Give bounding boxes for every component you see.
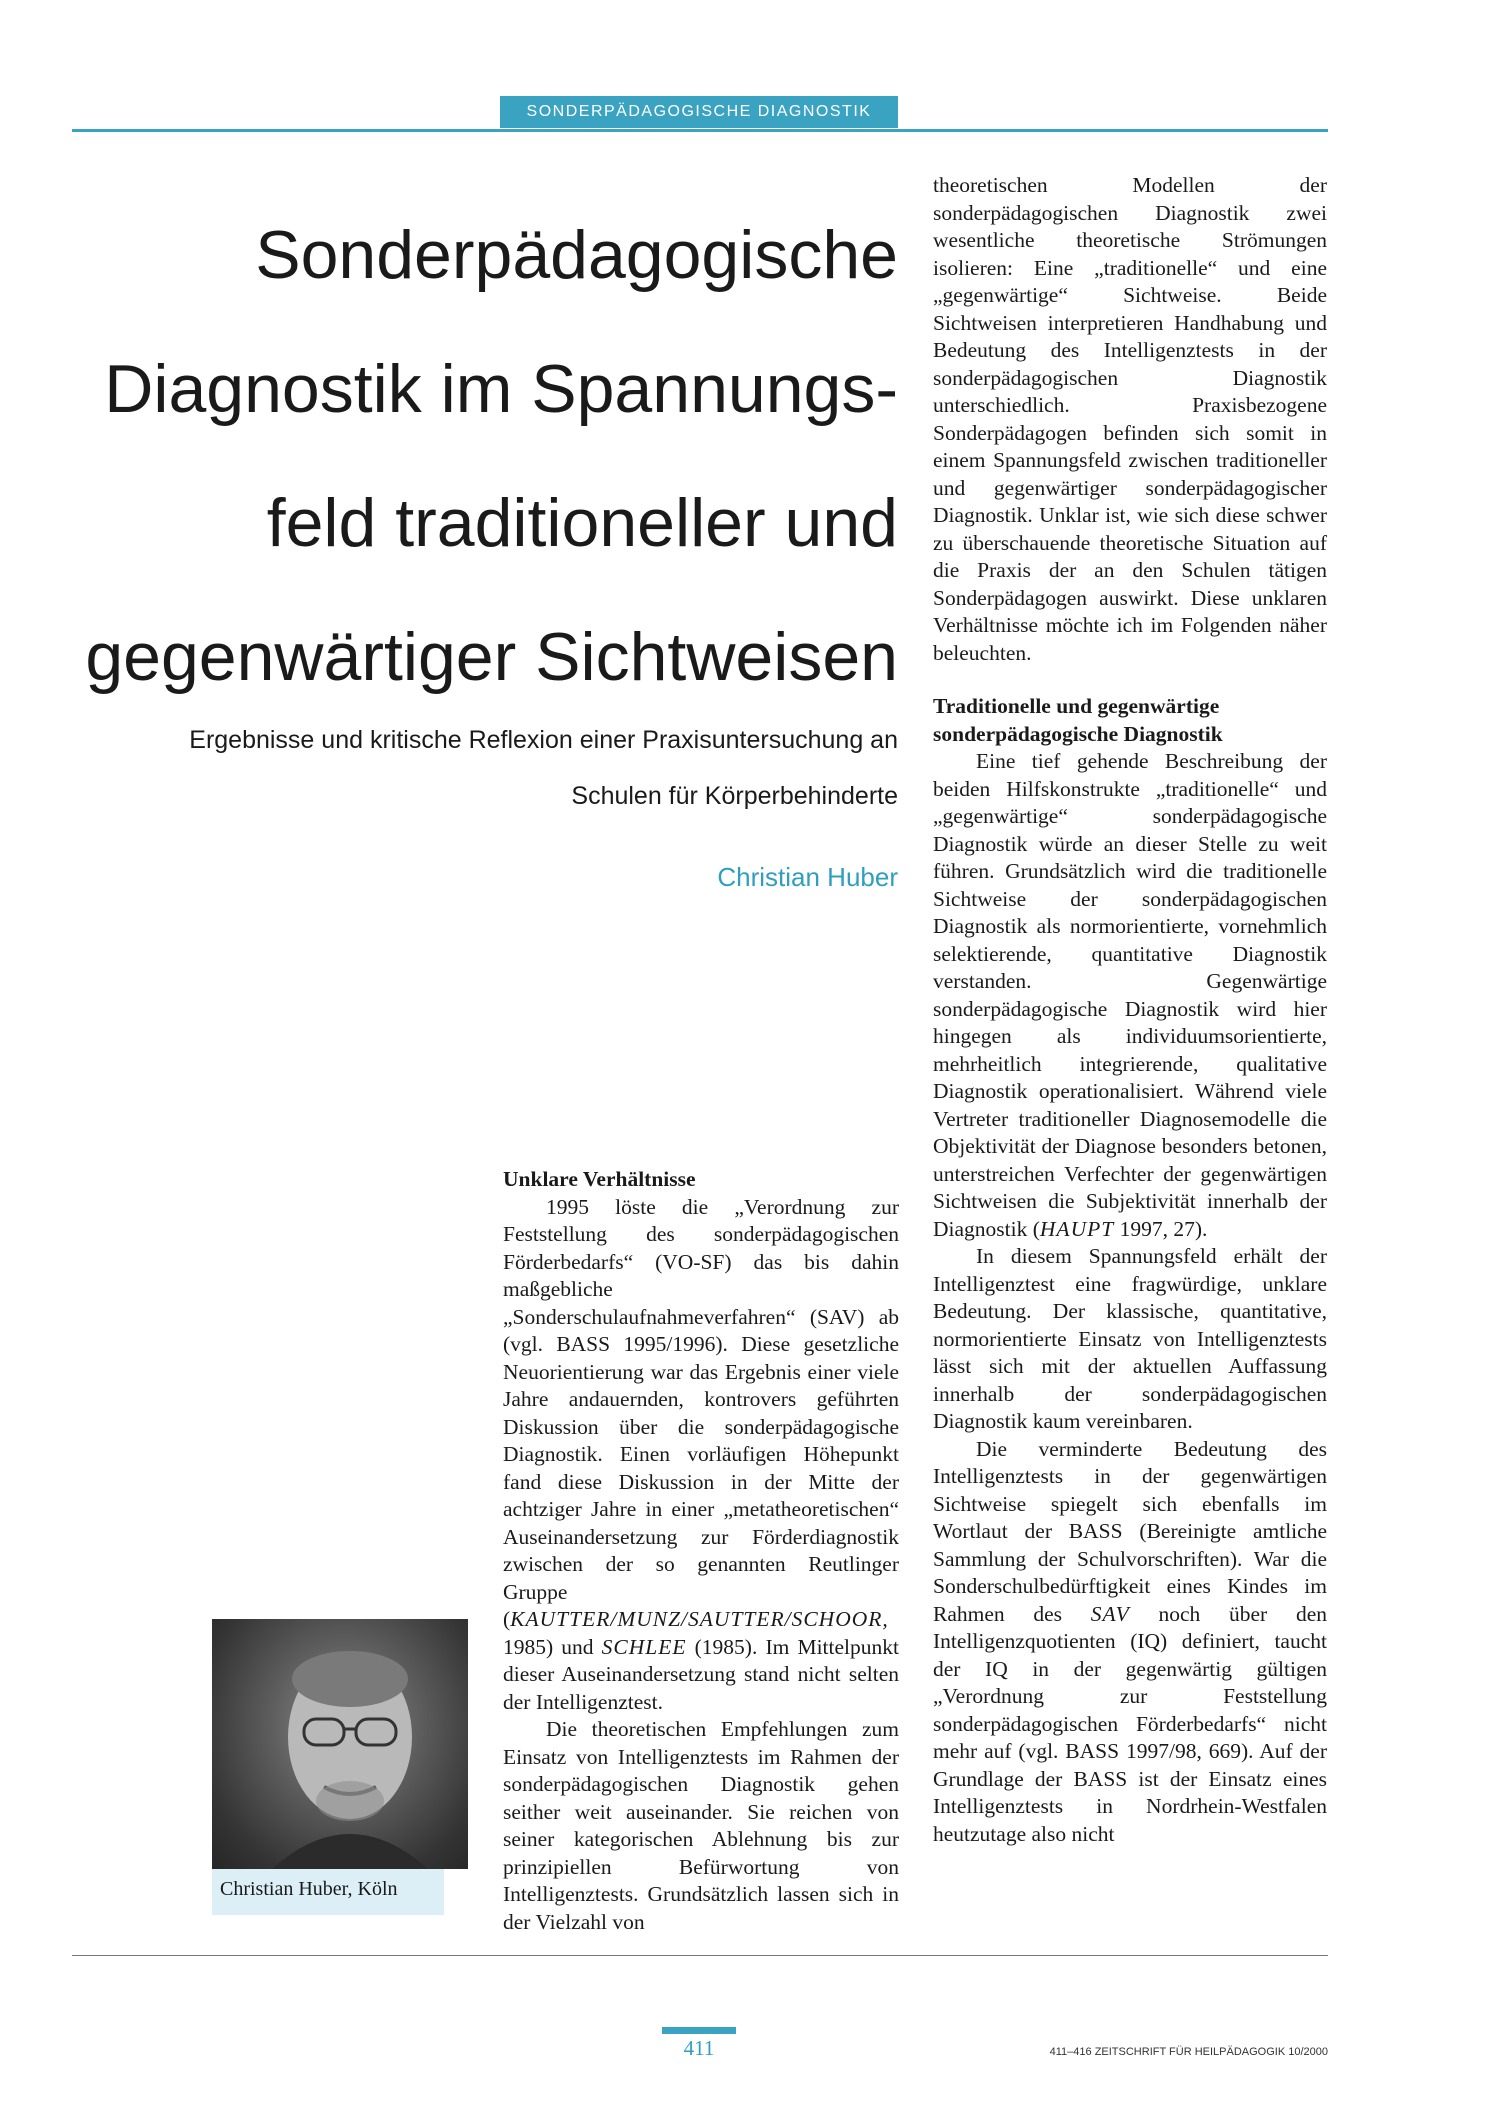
author-name: Christian Huber	[717, 862, 898, 892]
citation: KAUTTER/MUNZ/SAUTTER/SCHOOR,	[510, 1607, 889, 1631]
body-paragraph: 1995 löste die „Verordnung zur Feststellung des sonderpädagogischen Förderbedarfs“ (VO-SF) das bis dahin maßgebliche „Sonderschulaufnahmeverfahren“ (SAV) ab (vgl. BASS 1995/1996). Diese gesetzliche Neuorientierung war das Ergebnis einer viele Jahre andauernden, kontrovers geführten Diskussion über die sonderpädagogische Diagnostik. Einen vorläufigen Höhepunkt fand diese Diskussion in der Mitte der achtziger Jahre in einer „metatheoretischen“ Auseinandersetzung zur Förderdiagnostik zwischen der so genannten Reutlinger Gruppe (KAUTTER/MUNZ/SAUTTER/SCHOOR, 1985) und SCHLEE (1985). Im Mittelpunkt dieser Auseinandersetzung stand nicht selten der Intelligenztest.	[503, 1194, 899, 1714]
body-paragraph: Die theoretischen Empfehlungen zum Einsatz von Intelligenztests im Rahmen der sonderpädagogischen Diagnostik gehen seither weit auseinander. Sie reichen von seiner kategorischen Ablehnung bis zur prinzipiellen Befürwortung von Intelligenztests. Grundsätzlich lassen sich in der Vielzahl von	[503, 1717, 899, 1934]
subtitle-line: Schulen für Körperbehinderte	[571, 782, 898, 810]
subtitle-line: Ergebnisse und kritische Reflexion einer Praxisuntersuchung an	[189, 726, 898, 754]
portrait-illustration	[212, 1619, 468, 1869]
section-heading-traditionelle: Traditionelle und gegenwärtige sonderpädagogische Diagnostik	[933, 694, 1223, 746]
article-subtitle	[120, 712, 898, 824]
right-column	[933, 172, 1327, 1848]
journal-reference: 411–416 ZEITSCHRIFT FÜR HEILPÄDAGOGIK 10/2000	[1049, 2046, 1328, 2058]
article-title	[80, 188, 898, 724]
footer-rule	[72, 1955, 1328, 1956]
title-line: Sonderpädagogische	[255, 217, 898, 293]
title-line: Diagnostik im Spannungs-	[104, 351, 898, 427]
page-number-tab	[662, 2027, 736, 2034]
header-rule	[72, 129, 1328, 132]
title-line: gegenwärtiger Sichtweisen	[85, 619, 898, 695]
photo-caption: Christian Huber, Köln	[212, 1869, 444, 1915]
citation: SAV	[1090, 1601, 1130, 1626]
citation: HAUPT	[1039, 1216, 1115, 1241]
title-line: feld traditioneller und	[266, 485, 898, 561]
body-paragraph: Eine tief gehende Beschreibung der beiden Hilfskonstrukte „traditionelle“ und „gegenwärtige“ sonderpädagogische Diagnostik würde an dieser Stelle zu weit führen. Grundsätzlich wird die traditionelle Sichtweise der sonderpädagogischen Diagnostik als normorientierte, vornehmlich selektierende, quantitative Diagnostik verstanden. Gegenwärtige sonderpädagogische Diagnostik wird hier hingegen als individuumsorientierte, mehrheitlich integrierende, qualitative Diagnostik operationalisiert. Während viele Vertreter traditioneller Diagnosemodelle die Objektivität der Diagnose besonders betonen, unterstreichen Verfechter der gegenwärtigen Sichtweisen die Subjektivität innerhalb der Diagnostik (HAUPT 1997, 27).	[933, 749, 1327, 1241]
body-paragraph: In diesem Spannungsfeld erhält der Intelligenztest eine fragwürdige, unklare Bedeutung. Der klassische, quantitative, normorientierte Einsatz von Intelligenztests lässt sich mit der aktuellen Auffassung innerhalb der sonderpädagogischen Diagnostik kaum vereinbaren.	[933, 1244, 1327, 1433]
section-heading-unklare: Unklare Verhältnisse	[503, 1167, 696, 1191]
section-header-label: SONDERPÄDAGOGISCHE DIAGNOSTIK	[500, 96, 898, 128]
citation: SCHLEE	[601, 1634, 687, 1659]
page-number: 411	[683, 2036, 715, 2060]
middle-column	[503, 1166, 899, 1936]
body-paragraph: theoretischen Modellen der sonderpädagogischen Diagnostik zwei wesentliche theoretische Strömungen isolieren: Eine „traditionelle“ und eine „gegenwärtige“ Sichtweise. Beide Sichtweisen interpretieren Handhabung und Bedeutung des Intelligenztests in der sonderpädagogischen Diagnostik unterschiedlich. Praxisbezogene Sonderpädagogen befinden sich somit in einem Spannungsfeld zwischen traditioneller und gegenwärtiger sonderpädagogischer Diagnostik. Unklar ist, wie sich diese schwer zu überschauende theoretische Situation auf die Praxis der an den Schulen tätigen Sonderpädagogen auswirkt. Diese unklaren Verhältnisse möchte ich im Folgenden näher beleuchten.	[933, 173, 1327, 665]
author-portrait	[212, 1619, 468, 1869]
body-paragraph: Die verminderte Bedeutung des Intelligenztests in der gegenwärtigen Sichtweise spiegelt sich ebenfalls im Wortlaut der BASS (Bereinigte amtliche Sammlung der Schulvorschriften). War die Sonderschulbedürftigkeit eines Kindes im Rahmen des SAV noch über den Intelligenzquotienten (IQ) definiert, taucht der IQ in der gegenwärtig gültigen „Verordnung zur Feststellung sonderpädagogischen Förderbedarfs“ nicht mehr auf (vgl. BASS 1997/98, 669). Auf der Grundlage der BASS ist der Einsatz eines Intelligenztests in Nordrhein-Westfalen heutzutage also nicht	[933, 1436, 1328, 1846]
